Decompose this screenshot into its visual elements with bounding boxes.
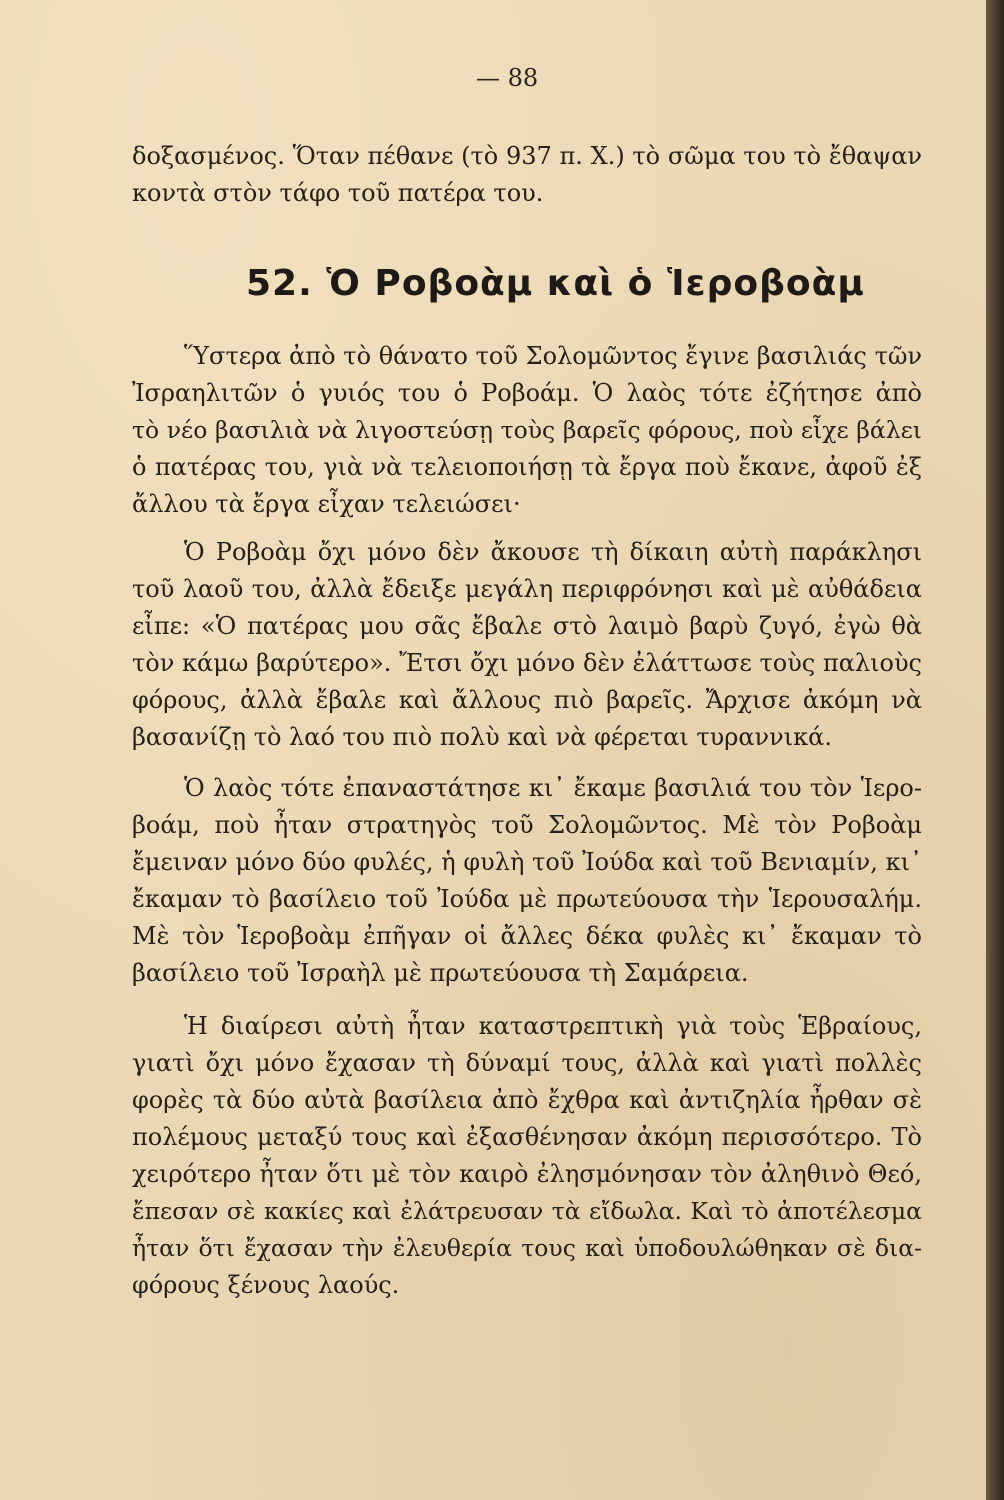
text-line: χειρότερο ἦταν ὅτι μὲ τὸν καιρὸ ἐλησμόνησαν τὸν ἀληθινὸ Θεό, xyxy=(132,1160,922,1188)
paragraph xyxy=(132,534,922,756)
text-line: γιατὶ ὄχι μόνο ἔχασαν τὴ δύναμί τους, ἀλλὰ καὶ γιατὶ πολλὲς xyxy=(132,1049,922,1077)
page-number: — 88 xyxy=(476,64,539,92)
text-line: πολέμους μεταξύ τους καὶ ἐξασθένησαν ἀκόμη περισσότερο. Τὸ xyxy=(132,1123,922,1151)
text-line: τοῦ λαοῦ του, ἀλλὰ ἔδειξε μεγάλη περιφρόνησι καὶ μὲ αὐθάδεια xyxy=(132,575,922,603)
text-line: Ἰσραηλιτῶν ὁ γυιός του ὁ Ροβοάμ. Ὁ λαὸς τότε ἐζήτησε ἀπὸ xyxy=(132,379,922,407)
text-line: ἔκαμαν τὸ βασίλειο τοῦ Ἰούδα μὲ πρωτεύουσα τὴν Ἱερουσαλήμ. xyxy=(132,885,922,913)
text-line: Ὁ λαὸς τότε ἐπαναστάτησε κι᾿ ἔκαμε βασιλιά του τὸν Ἱερο- xyxy=(184,774,922,802)
text-line: ὁ πατέρας του, γιὰ νὰ τελειοποιήσῃ τὰ ἔργα ποὺ ἔκανε, ἀφοῦ ἐξ xyxy=(132,453,922,481)
text-line: φορὲς τὰ δύο αὐτὰ βασίλεια ἀπὸ ἔχθρα καὶ ἀντιζηλία ἦρθαν σὲ xyxy=(132,1086,922,1114)
text-line: Ἡ διαίρεσι αὐτὴ ἦταν καταστρεπτικὴ γιὰ τοὺς Ἑβραίους, xyxy=(184,1012,922,1040)
paragraph xyxy=(132,338,922,523)
page-edge xyxy=(986,0,1004,1500)
paragraph xyxy=(132,1008,922,1304)
text-line: βασίλειο τοῦ Ἰσραὴλ μὲ πρωτεύουσα τὴ Σαμάρεια. xyxy=(132,959,749,987)
text-line: εἶπε: «Ὁ πατέρας μου σᾶς ἔβαλε στὸ λαιμὸ βαρὺ ζυγό, ἐγὼ θὰ xyxy=(132,612,922,640)
text-line: ἦταν ὅτι ἔχασαν τὴν ἐλευθερία τους καὶ ὑποδουλώθηκαν σὲ δια- xyxy=(132,1234,922,1262)
text-line: Μὲ τὸν Ἱεροβοὰμ ἐπῆγαν οἱ ἄλλες δέκα φυλὲς κι᾿ ἔκαμαν τὸ xyxy=(132,922,922,950)
top-paragraph xyxy=(132,138,922,212)
text-line: βοάμ, ποὺ ἦταν στρατηγὸς τοῦ Σολομῶντος. Μὲ τὸν Ροβοὰμ xyxy=(132,811,922,839)
text-line: φόρους, ἀλλὰ ἔβαλε καὶ ἄλλους πιὸ βαρεῖς. Ἄρχισε ἀκόμη νὰ xyxy=(132,686,922,714)
text-line: φόρους ξένους λαούς. xyxy=(132,1271,400,1299)
text-line: δοξασμένος. Ὅταν πέθανε (τὸ 937 π. Χ.) τὸ σῶμα του τὸ ἔθαψαν xyxy=(132,142,922,170)
text-line: Ὕστερα ἀπὸ τὸ θάνατο τοῦ Σολομῶντος ἔγινε βασιλιάς τῶν xyxy=(184,342,922,370)
text-line: κοντὰ στὸν τάφο τοῦ πατέρα του. xyxy=(132,179,544,207)
text-line: ἔπεσαν σὲ κακίες καὶ ἐλάτρευσαν τὰ εἴδωλα. Καὶ τὸ ἀποτέλεσμα xyxy=(132,1197,922,1225)
paragraph xyxy=(132,770,922,992)
text-line: ἄλλου τὰ ἔργα εἶχαν τελειώσει· xyxy=(132,490,521,518)
text-line: βασανίζῃ τὸ λαό του πιὸ πολὺ καὶ νὰ φέρεται τυραννικά. xyxy=(132,723,832,751)
text-line: τὸ νέο βασιλιὰ νὰ λιγοστεύσῃ τοὺς βαρεῖς φόρους, ποὺ εἶχε βάλει xyxy=(132,416,922,444)
chapter-heading: 52. Ὁ Ροβοὰμ καὶ ὁ Ἱεροβοὰμ xyxy=(246,263,865,304)
text-line: ἔμειναν μόνο δύο φυλές, ἡ φυλὴ τοῦ Ἰούδα καὶ τοῦ Βενιαμίν, κι᾿ xyxy=(132,848,922,876)
text-line: Ὁ Ροβοὰμ ὄχι μόνο δὲν ἄκουσε τὴ δίκαιη αὐτὴ παράκλησι xyxy=(184,538,922,566)
text-line: τὸν κάμω βαρύτερο». Ἔτσι ὄχι μόνο δὲν ἐλάττωσε τοὺς παλιοὺς xyxy=(132,649,922,677)
